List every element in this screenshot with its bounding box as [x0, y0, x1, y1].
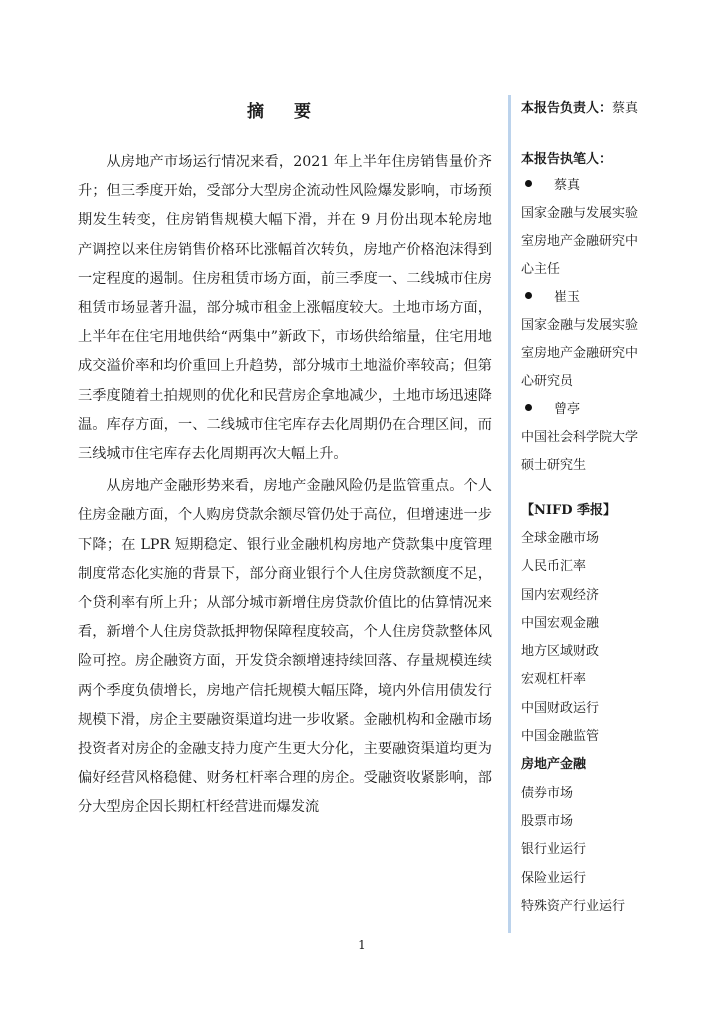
author-affiliation: 中国社会科学院大学 — [521, 430, 639, 445]
bullet-icon — [525, 404, 532, 411]
author-affiliation: 心研究员 — [521, 374, 574, 389]
responsible-label: 本报告负责人： — [521, 101, 613, 116]
author-affiliation: 国家金融与发展实验 — [521, 318, 639, 333]
nifd-list — [521, 525, 671, 921]
author-block — [521, 284, 671, 396]
author-block — [521, 172, 671, 284]
nifd-item[interactable]: 银行业运行 — [521, 842, 587, 858]
paragraph-finance: 从房地产金融形势来看，房地产金融风险仍是监管重点。个人住房金融方面，个人购房贷款余额尽管仍处于高位，但增速进一步下降；在 LPR 短期稳定、银行业金融机构房地产贷款集中度管理制度常态化实施的背景下，部分商业银行个人住房贷款额度不足，个贷利率有所上升；从部分城市新增住房贷款价值比的估算情况来看，新增个人住房贷款抵押物保障程度较高，个人住房贷款整体风险可控。房企融资方面，开发贷余额增速持续回落、存量规模连续两个季度负债增长，房地产信托规模大幅压降，境内外信用债发行规模下滑，房企主要融资渠道均进一步收紧。金融机构和金融市场投资者对房企的金融支持力度产生更大分化，主要融资渠道均更为偏好经营风格稳健、财务杠杆率合理的房企。受融资收紧影响，部分大型房企因长期杠杆经营进而爆发流 — [78, 478, 492, 816]
author-affiliation: 心主任 — [521, 262, 561, 277]
nifd-item[interactable]: 国内宏观经济 — [521, 587, 600, 603]
authors-label: 本报告执笔人： — [521, 152, 613, 167]
page-number: 1 — [358, 938, 366, 952]
column-divider — [508, 95, 511, 933]
author-affiliation: 硕士研究生 — [521, 458, 587, 473]
author-block — [521, 396, 671, 480]
bullet-icon — [525, 180, 532, 187]
nifd-item[interactable]: 宏观杠杆率 — [521, 672, 587, 688]
nifd-item[interactable]: 中国财政运行 — [521, 700, 600, 716]
sidebar — [521, 96, 671, 921]
author-name: 蔡真 — [554, 178, 581, 193]
author-affiliation: 室房地产金融研究中 — [521, 346, 639, 361]
nifd-item[interactable]: 地方区域财政 — [521, 644, 600, 660]
author-name-row — [521, 396, 671, 424]
author-affiliation: 室房地产金融研究中 — [521, 234, 639, 249]
nifd-item[interactable]: 股票市场 — [521, 813, 574, 829]
responsible-line — [521, 96, 671, 121]
nifd-heading: 【NIFD 季报】 — [521, 503, 616, 518]
nifd-item[interactable]: 中国宏观金融 — [521, 615, 600, 631]
paragraph-market: 从房地产市场运行情况来看，2021 年上半年住房销售量价齐升；但三季度开始，受部分大型房企流动性风险爆发影响，市场预期发生转变，住房销售规模大幅下滑，并在 9 月份出现本轮房地产调控以来住房销售价格环比涨幅首次转负，房地产价格泡沫得到一定程度的遏制。住房租赁市场方面，前三季度一、二线城市住房租赁市场显著升温，部分城市租金上涨幅度较大。土地市场方面，上半年在住宅用地供给“两集中”新政下，市场供给缩量，住宅用地成交溢价率和均价重回上升趋势，部分城市土地溢价率较高；但第三季度随着土拍规则的优化和民营房企拿地减少，土地市场迅速降温。库存方面，一、二线城市住宅库存去化周期仍在合理区间，而三线城市住宅库存去化周期再次大幅上升。 — [78, 154, 492, 463]
author-name-row — [521, 172, 671, 200]
nifd-item[interactable]: 人民币汇率 — [521, 559, 587, 575]
nifd-item[interactable]: 保险业运行 — [521, 870, 587, 886]
nifd-item[interactable]: 债券市场 — [521, 785, 574, 801]
nifd-item[interactable]: 中国金融监管 — [521, 729, 600, 745]
author-name: 崔玉 — [554, 290, 581, 305]
main-column — [78, 100, 492, 823]
author-name-row — [521, 284, 671, 312]
nifd-item[interactable]: 特殊资产行业运行 — [521, 898, 626, 914]
page-title: 摘 要 — [247, 102, 323, 122]
responsible-name: 蔡真 — [612, 101, 639, 116]
nifd-item[interactable]: 房地产金融 — [521, 757, 587, 773]
nifd-item[interactable]: 全球金融市场 — [521, 531, 600, 546]
author-affiliation: 国家金融与发展实验 — [521, 206, 639, 221]
bullet-icon — [525, 292, 532, 299]
author-name: 曾亭 — [554, 402, 581, 417]
